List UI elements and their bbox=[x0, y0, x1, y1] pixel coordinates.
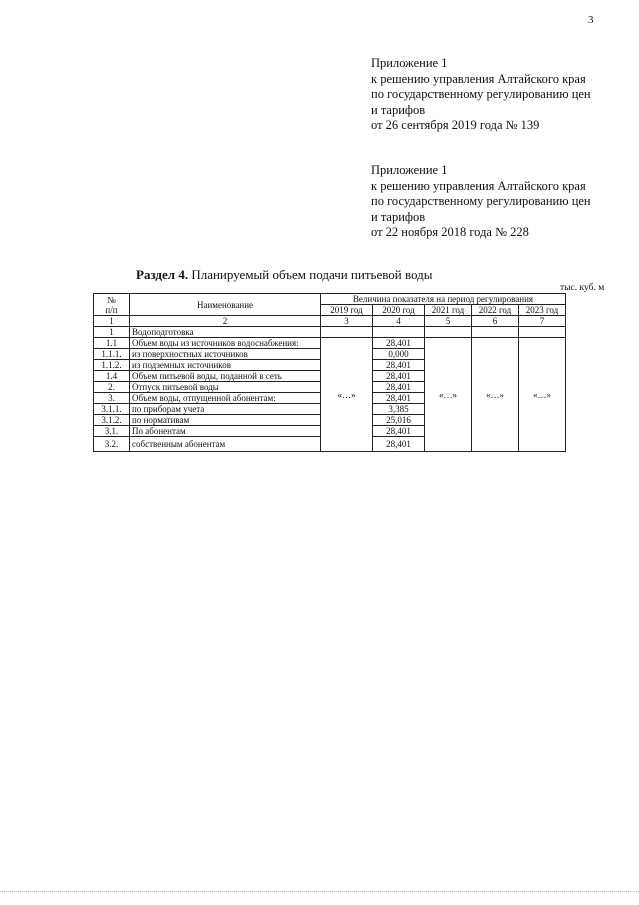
row-num: 3. bbox=[94, 393, 130, 404]
row-num: 1.1 bbox=[94, 338, 130, 349]
appendix-line: по государственному регулированию цен bbox=[371, 87, 591, 101]
col-index: 5 bbox=[425, 316, 472, 327]
row-name: из подземных источников bbox=[130, 360, 321, 371]
row-num: 1 bbox=[94, 327, 130, 338]
row-num: 3.1.1. bbox=[94, 404, 130, 415]
row-name: Водоподготовка bbox=[130, 327, 321, 338]
value-2023 bbox=[519, 327, 566, 338]
appendix-line: по государственному регулированию цен bbox=[371, 194, 591, 208]
header-year: 2020 год bbox=[373, 305, 425, 316]
value-2020: 0,000 bbox=[373, 349, 425, 360]
value-2020: 28,401 bbox=[373, 338, 425, 349]
row-num: 3.1.2. bbox=[94, 415, 130, 426]
row-name: по нормативам bbox=[130, 415, 321, 426]
value-2020: 28,401 bbox=[373, 371, 425, 382]
header-year: 2021 год bbox=[425, 305, 472, 316]
value-2023-placeholder: «…» bbox=[519, 338, 566, 452]
column-index-row bbox=[94, 316, 566, 327]
page-bottom-rule bbox=[0, 891, 639, 892]
appendix-line: и тарифов bbox=[371, 102, 426, 117]
row-num: 1.1.1. bbox=[94, 349, 130, 360]
row-name: Объем воды, отпущенной абонентам: bbox=[130, 393, 321, 404]
appendix-header-current bbox=[371, 56, 621, 134]
header-group: Величина показателя на период регулирования bbox=[321, 294, 566, 305]
value-2021-placeholder: «…» bbox=[425, 338, 472, 452]
table-row bbox=[94, 327, 566, 338]
appendix-line: к решению управления Алтайского края bbox=[371, 178, 586, 193]
section-title-text: Планируемый объем подачи питьевой воды bbox=[188, 267, 433, 282]
value-2020 bbox=[373, 327, 425, 338]
value-2020: 3,385 bbox=[373, 404, 425, 415]
appendix-line: к решению управления Алтайского края bbox=[371, 71, 586, 86]
value-2020: 28,401 bbox=[373, 382, 425, 393]
col-index: 2 bbox=[130, 316, 321, 327]
table-row bbox=[94, 338, 566, 349]
row-name: собственным абонентам bbox=[130, 437, 321, 452]
row-num: 3.2. bbox=[94, 437, 130, 452]
value-2020: 28,401 bbox=[373, 393, 425, 404]
appendix-line: Приложение 1 bbox=[371, 56, 448, 70]
section-label: Раздел 4. bbox=[136, 267, 189, 282]
row-name: Объем воды из источников водоснабжения: bbox=[130, 338, 321, 349]
row-num: 3.1. bbox=[94, 426, 130, 437]
header-num: № п/п bbox=[94, 294, 130, 316]
appendix-header-original bbox=[371, 163, 621, 241]
value-2020: 28,401 bbox=[373, 426, 425, 437]
page-number: 3 bbox=[588, 14, 594, 26]
row-name: по приборам учета bbox=[130, 404, 321, 415]
value-2020: 28,401 bbox=[373, 360, 425, 371]
header-year: 2019 год bbox=[321, 305, 373, 316]
volume-table bbox=[93, 293, 566, 452]
units-label: тыс. куб. м bbox=[560, 283, 605, 293]
header-year: 2023 год bbox=[519, 305, 566, 316]
value-2022-placeholder: «…» bbox=[472, 338, 519, 452]
appendix-line: и тарифов bbox=[371, 209, 426, 224]
value-2020: 28,401 bbox=[373, 437, 425, 452]
row-num: 1.4 bbox=[94, 371, 130, 382]
value-2022 bbox=[472, 327, 519, 338]
row-num: 2. bbox=[94, 382, 130, 393]
appendix-line: Приложение 1 bbox=[371, 163, 448, 177]
value-2020: 25,016 bbox=[373, 415, 425, 426]
header-year: 2022 год bbox=[472, 305, 519, 316]
header-name: Наименование bbox=[130, 294, 321, 316]
appendix-line: от 22 ноября 2018 года № 228 bbox=[371, 225, 529, 239]
appendix-line: от 26 сентября 2019 года № 139 bbox=[371, 118, 540, 132]
row-num: 1.1.2. bbox=[94, 360, 130, 371]
value-2021 bbox=[425, 327, 472, 338]
row-name: Объем питьевой воды, поданной в сеть bbox=[130, 371, 321, 382]
col-index: 4 bbox=[373, 316, 425, 327]
row-name: из поверхностных источников bbox=[130, 349, 321, 360]
row-name: Отпуск питьевой воды bbox=[130, 382, 321, 393]
col-index: 1 bbox=[94, 316, 130, 327]
col-index: 6 bbox=[472, 316, 519, 327]
row-name: По абонентам bbox=[130, 426, 321, 437]
value-2019 bbox=[321, 327, 373, 338]
value-2019-placeholder: «…» bbox=[321, 338, 373, 452]
col-index: 7 bbox=[519, 316, 566, 327]
section-title bbox=[136, 267, 433, 283]
col-index: 3 bbox=[321, 316, 373, 327]
